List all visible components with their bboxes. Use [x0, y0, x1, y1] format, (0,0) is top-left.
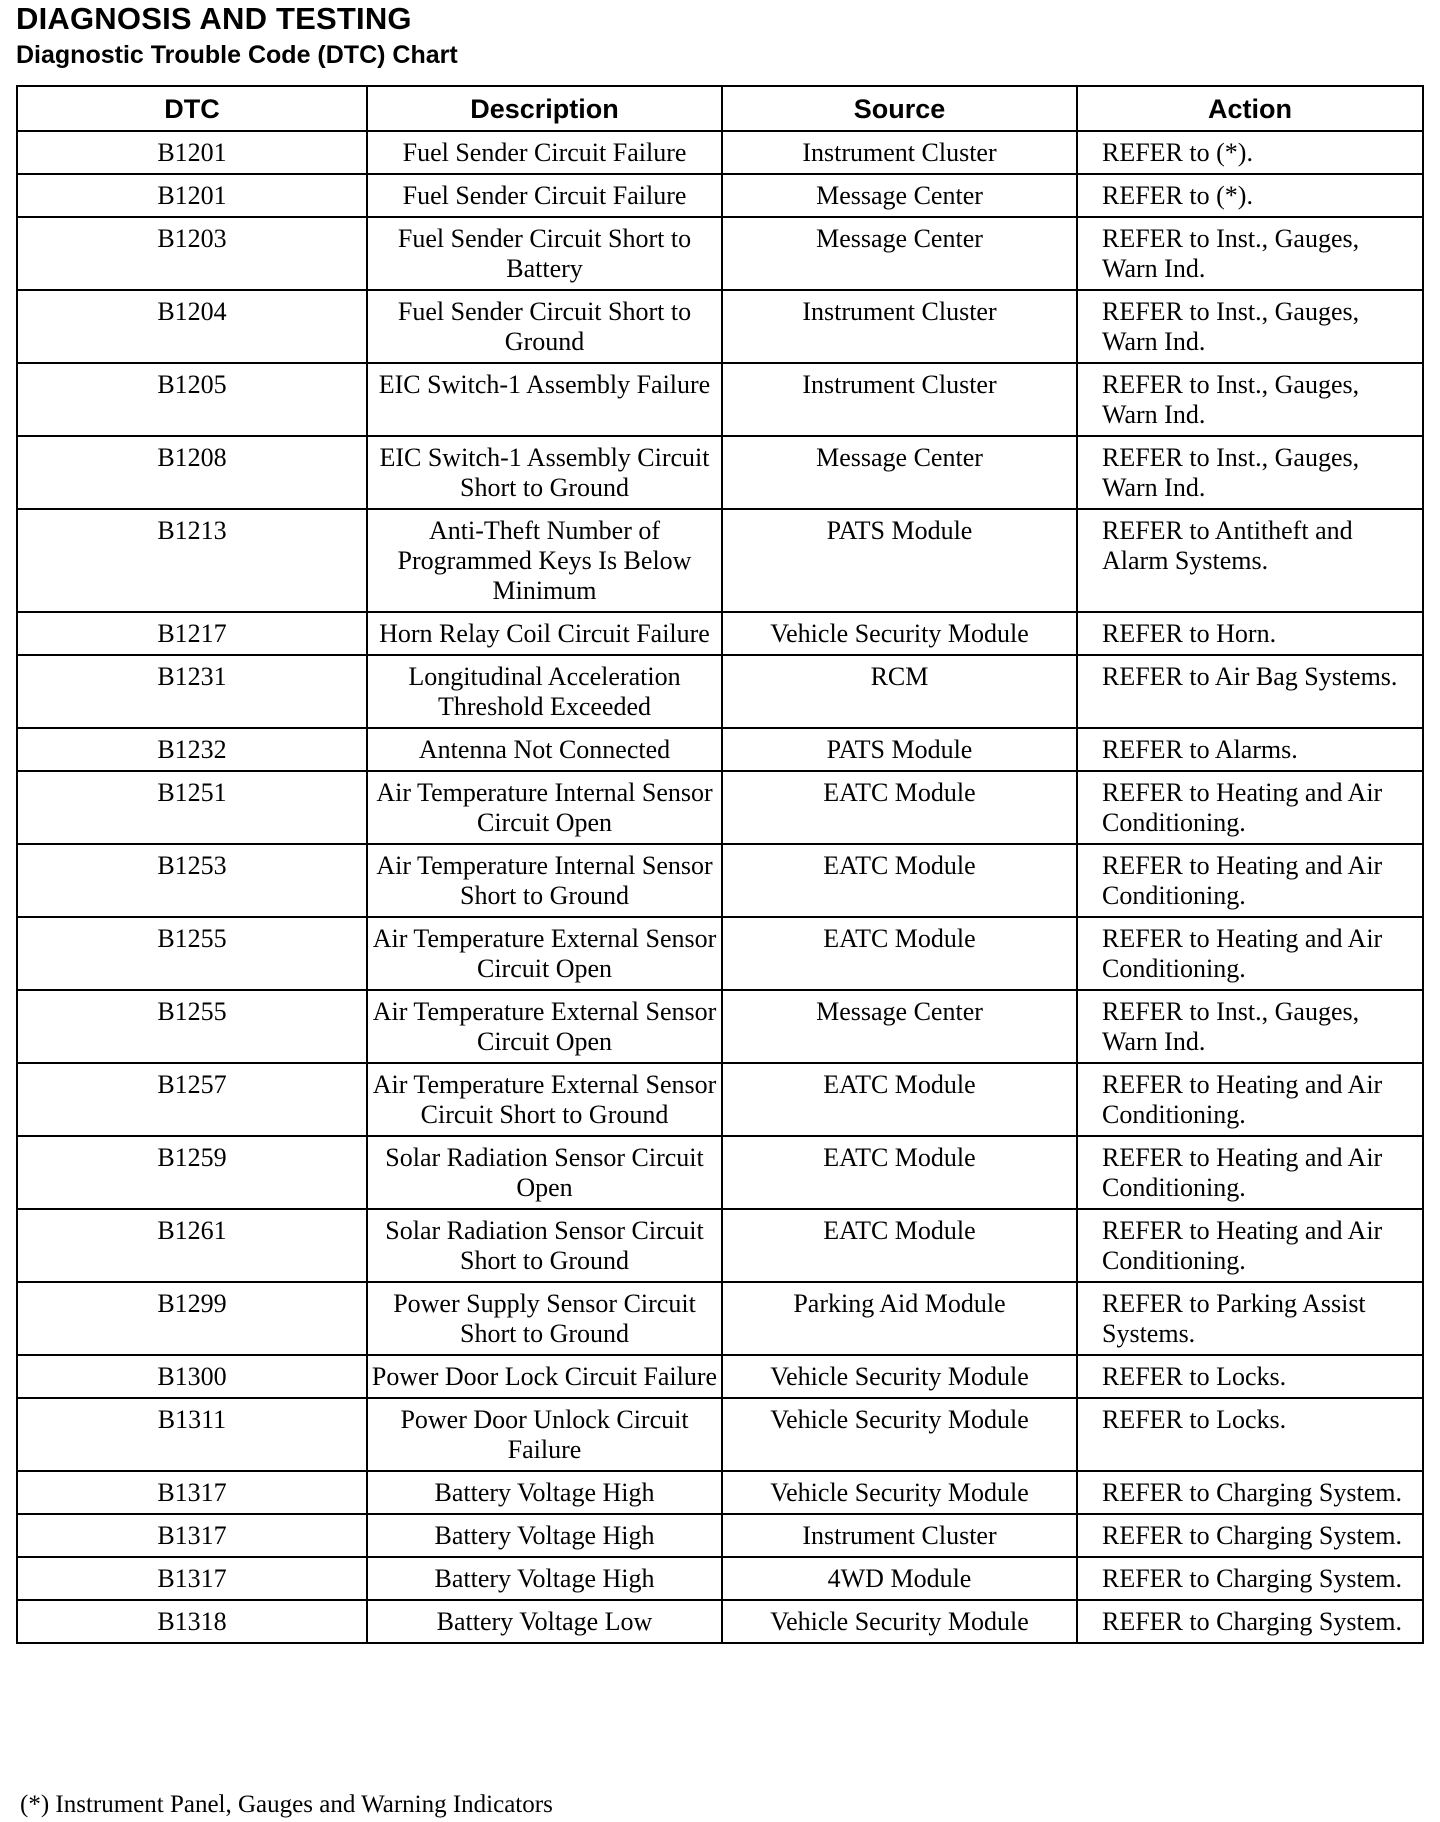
column-header-dtc: DTC — [17, 86, 367, 131]
table-row — [17, 1398, 1423, 1471]
action-cell: REFER to Charging System. — [1077, 1514, 1423, 1557]
action-cell: REFER to Charging System. — [1077, 1600, 1423, 1643]
action-cell: REFER to Heating and Air Conditioning. — [1077, 1209, 1423, 1282]
source-cell: Message Center — [722, 217, 1077, 290]
action-cell: REFER to Heating and Air Conditioning. — [1077, 1136, 1423, 1209]
source-cell: EATC Module — [722, 771, 1077, 844]
table-row — [17, 612, 1423, 655]
description-cell: Power Supply Sensor Circuit Short to Ground — [367, 1282, 722, 1355]
description-cell: EIC Switch-1 Assembly Failure — [367, 363, 722, 436]
source-cell: Vehicle Security Module — [722, 1355, 1077, 1398]
table-row — [17, 1136, 1423, 1209]
dtc-chart-table — [16, 85, 1424, 1644]
action-cell: REFER to Charging System. — [1077, 1557, 1423, 1600]
action-cell: REFER to Air Bag Systems. — [1077, 655, 1423, 728]
source-cell: Vehicle Security Module — [722, 1600, 1077, 1643]
table-row — [17, 436, 1423, 509]
description-cell: Fuel Sender Circuit Failure — [367, 174, 722, 217]
source-cell: RCM — [722, 655, 1077, 728]
table-row — [17, 655, 1423, 728]
action-cell: REFER to (*). — [1077, 174, 1423, 217]
source-cell: EATC Module — [722, 1209, 1077, 1282]
description-cell: Power Door Lock Circuit Failure — [367, 1355, 722, 1398]
action-cell: REFER to Inst., Gauges, Warn Ind. — [1077, 217, 1423, 290]
source-cell: Parking Aid Module — [722, 1282, 1077, 1355]
source-cell: Instrument Cluster — [722, 363, 1077, 436]
description-cell: EIC Switch-1 Assembly Circuit Short to Ground — [367, 436, 722, 509]
dtc-cell: B1317 — [17, 1514, 367, 1557]
action-cell: REFER to Alarms. — [1077, 728, 1423, 771]
source-cell: Instrument Cluster — [722, 290, 1077, 363]
page-title: DIAGNOSIS AND TESTING — [16, 1, 412, 36]
dtc-cell: B1255 — [17, 917, 367, 990]
dtc-cell: B1201 — [17, 131, 367, 174]
description-cell: Anti-Theft Number of Programmed Keys Is Below Minimum — [367, 509, 722, 612]
table-row — [17, 363, 1423, 436]
table-row — [17, 990, 1423, 1063]
dtc-cell: B1255 — [17, 990, 367, 1063]
source-cell: Message Center — [722, 436, 1077, 509]
description-cell: Air Temperature Internal Sensor Circuit Open — [367, 771, 722, 844]
column-header-action: Action — [1077, 86, 1423, 131]
table-row — [17, 1600, 1423, 1643]
source-cell: Instrument Cluster — [722, 131, 1077, 174]
description-cell: Air Temperature External Sensor Circuit Short to Ground — [367, 1063, 722, 1136]
dtc-cell: B1201 — [17, 174, 367, 217]
action-cell: REFER to Charging System. — [1077, 1471, 1423, 1514]
description-cell: Power Door Unlock Circuit Failure — [367, 1398, 722, 1471]
column-header-source: Source — [722, 86, 1077, 131]
description-cell: Battery Voltage High — [367, 1471, 722, 1514]
table-row — [17, 1557, 1423, 1600]
action-cell: REFER to Horn. — [1077, 612, 1423, 655]
dtc-cell: B1204 — [17, 290, 367, 363]
action-cell: REFER to Heating and Air Conditioning. — [1077, 1063, 1423, 1136]
dtc-cell: B1299 — [17, 1282, 367, 1355]
action-cell: REFER to Antitheft and Alarm Systems. — [1077, 509, 1423, 612]
table-row — [17, 1282, 1423, 1355]
description-cell: Battery Voltage Low — [367, 1600, 722, 1643]
dtc-cell: B1261 — [17, 1209, 367, 1282]
page-subtitle: Diagnostic Trouble Code (DTC) Chart — [16, 41, 458, 69]
description-cell: Air Temperature Internal Sensor Short to Ground — [367, 844, 722, 917]
dtc-cell: B1259 — [17, 1136, 367, 1209]
source-cell: Message Center — [722, 174, 1077, 217]
action-cell: REFER to Inst., Gauges, Warn Ind. — [1077, 990, 1423, 1063]
description-cell: Air Temperature External Sensor Circuit Open — [367, 917, 722, 990]
source-cell: EATC Module — [722, 1063, 1077, 1136]
description-cell: Battery Voltage High — [367, 1557, 722, 1600]
description-cell: Antenna Not Connected — [367, 728, 722, 771]
action-cell: REFER to Parking Assist Systems. — [1077, 1282, 1423, 1355]
table-row — [17, 1355, 1423, 1398]
dtc-cell: B1232 — [17, 728, 367, 771]
table-body — [17, 131, 1423, 1643]
description-cell: Fuel Sender Circuit Short to Ground — [367, 290, 722, 363]
table-row — [17, 1471, 1423, 1514]
description-cell: Battery Voltage High — [367, 1514, 722, 1557]
action-cell: REFER to Locks. — [1077, 1398, 1423, 1471]
description-cell: Horn Relay Coil Circuit Failure — [367, 612, 722, 655]
action-cell: REFER to Locks. — [1077, 1355, 1423, 1398]
description-cell: Fuel Sender Circuit Short to Battery — [367, 217, 722, 290]
table-row — [17, 1514, 1423, 1557]
dtc-cell: B1205 — [17, 363, 367, 436]
dtc-cell: B1253 — [17, 844, 367, 917]
description-cell: Fuel Sender Circuit Failure — [367, 131, 722, 174]
dtc-cell: B1208 — [17, 436, 367, 509]
source-cell: PATS Module — [722, 509, 1077, 612]
action-cell: REFER to Heating and Air Conditioning. — [1077, 917, 1423, 990]
dtc-cell: B1318 — [17, 1600, 367, 1643]
source-cell: Vehicle Security Module — [722, 612, 1077, 655]
table-row — [17, 1063, 1423, 1136]
dtc-cell: B1203 — [17, 217, 367, 290]
action-cell: REFER to Inst., Gauges, Warn Ind. — [1077, 436, 1423, 509]
table-row — [17, 844, 1423, 917]
source-cell: 4WD Module — [722, 1557, 1077, 1600]
source-cell: Message Center — [722, 990, 1077, 1063]
description-cell: Solar Radiation Sensor Circuit Short to Ground — [367, 1209, 722, 1282]
table-row — [17, 917, 1423, 990]
column-header-description: Description — [367, 86, 722, 131]
dtc-cell: B1317 — [17, 1557, 367, 1600]
source-cell: Instrument Cluster — [722, 1514, 1077, 1557]
action-cell: REFER to Heating and Air Conditioning. — [1077, 844, 1423, 917]
source-cell: Vehicle Security Module — [722, 1398, 1077, 1471]
description-cell: Air Temperature External Sensor Circuit Open — [367, 990, 722, 1063]
dtc-cell: B1251 — [17, 771, 367, 844]
source-cell: EATC Module — [722, 844, 1077, 917]
source-cell: Vehicle Security Module — [722, 1471, 1077, 1514]
footnote: (*) Instrument Panel, Gauges and Warning Indicators — [20, 1791, 553, 1818]
table-row — [17, 771, 1423, 844]
action-cell: REFER to Inst., Gauges, Warn Ind. — [1077, 363, 1423, 436]
source-cell: EATC Module — [722, 917, 1077, 990]
dtc-cell: B1311 — [17, 1398, 367, 1471]
table-row — [17, 290, 1423, 363]
action-cell: REFER to (*). — [1077, 131, 1423, 174]
table-row — [17, 1209, 1423, 1282]
dtc-cell: B1317 — [17, 1471, 367, 1514]
table-header-row — [17, 86, 1423, 131]
dtc-cell: B1213 — [17, 509, 367, 612]
dtc-cell: B1300 — [17, 1355, 367, 1398]
source-cell: EATC Module — [722, 1136, 1077, 1209]
action-cell: REFER to Heating and Air Conditioning. — [1077, 771, 1423, 844]
action-cell: REFER to Inst., Gauges, Warn Ind. — [1077, 290, 1423, 363]
table-row — [17, 728, 1423, 771]
table-row — [17, 217, 1423, 290]
source-cell: PATS Module — [722, 728, 1077, 771]
table-row — [17, 131, 1423, 174]
dtc-cell: B1217 — [17, 612, 367, 655]
description-cell: Solar Radiation Sensor Circuit Open — [367, 1136, 722, 1209]
dtc-cell: B1257 — [17, 1063, 367, 1136]
description-cell: Longitudinal Acceleration Threshold Exceeded — [367, 655, 722, 728]
dtc-cell: B1231 — [17, 655, 367, 728]
table-row — [17, 509, 1423, 612]
table-row — [17, 174, 1423, 217]
